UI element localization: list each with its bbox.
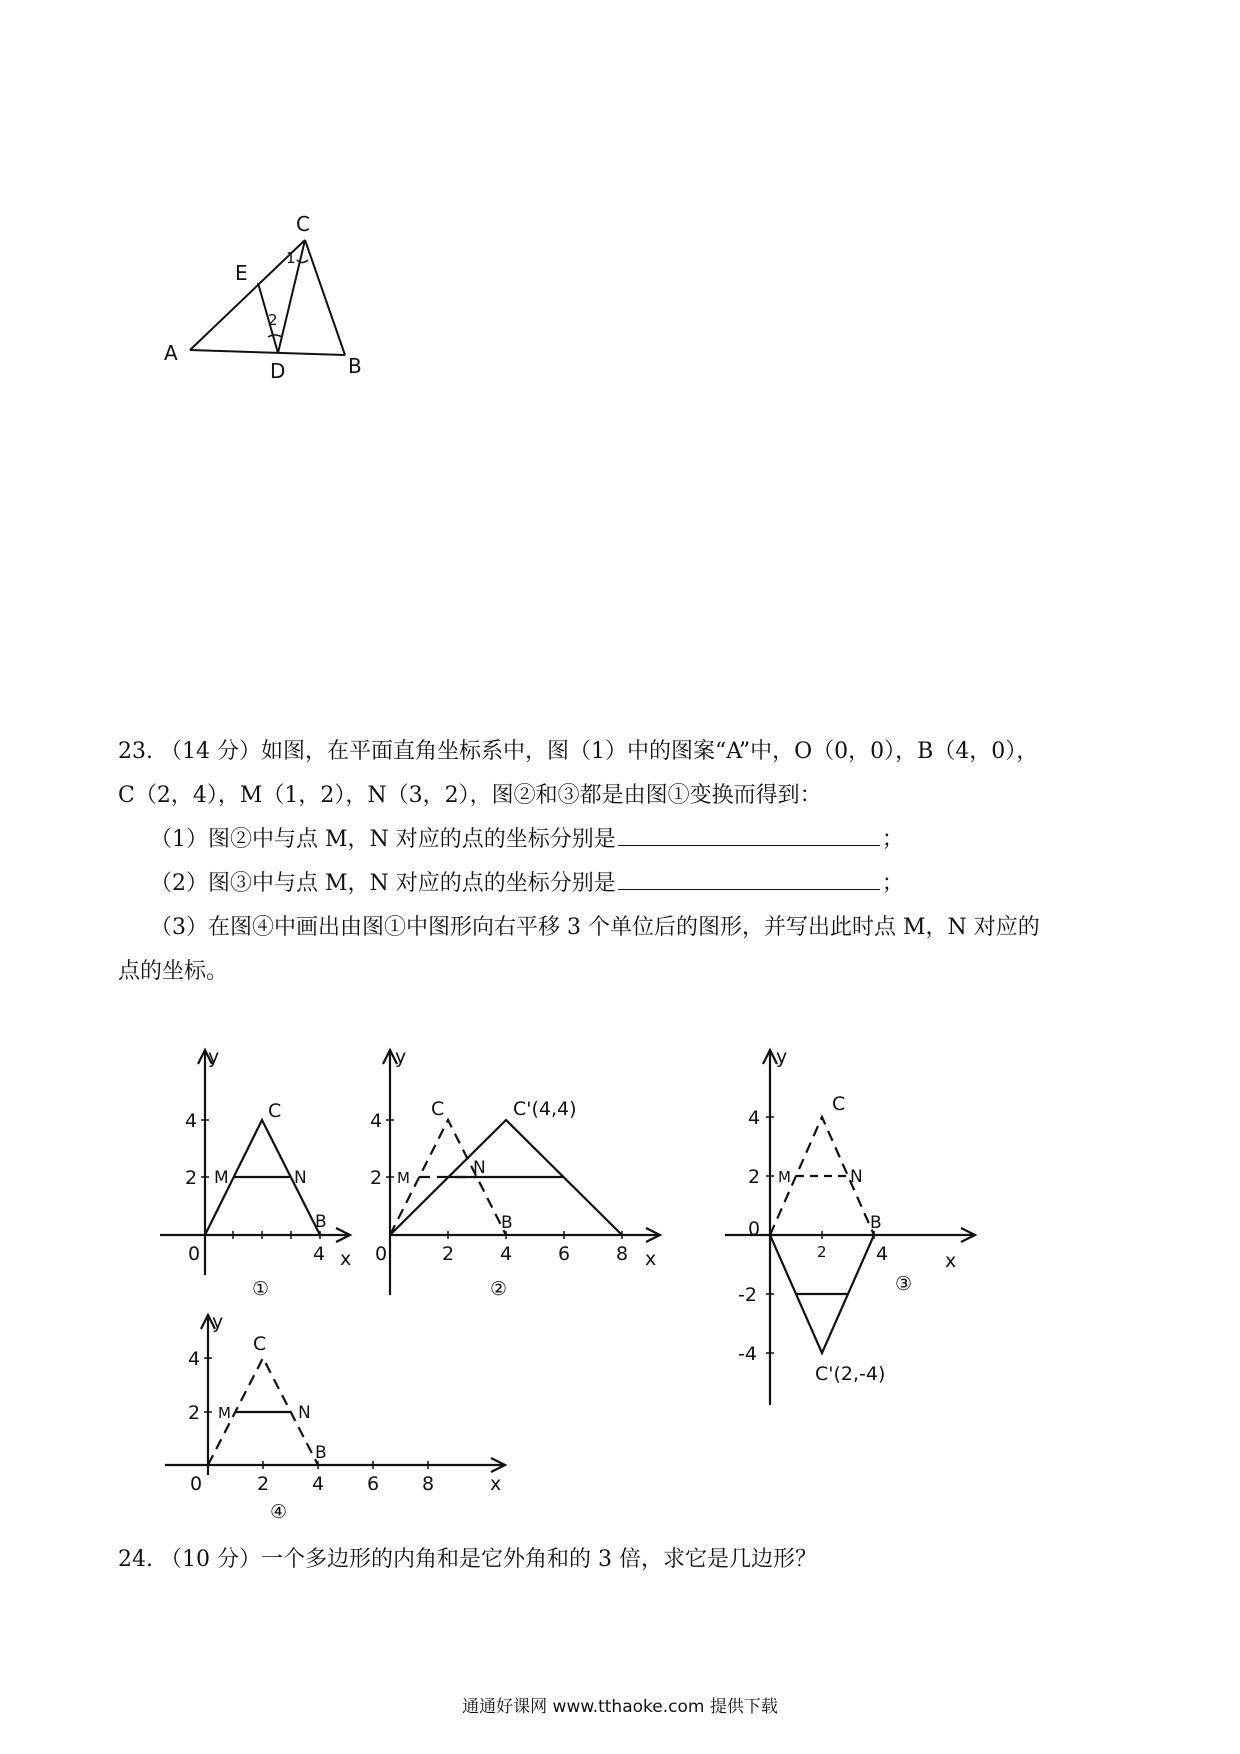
g3-x-label: x	[945, 1250, 957, 1272]
q23-part2-text: （2）图③中与点 M，N 对应的点的坐标分别是	[150, 871, 616, 896]
q23-part2-answer-blank[interactable]	[618, 867, 880, 890]
g1-y-label: y	[208, 1046, 220, 1068]
q23-part1-semicolon: ；	[881, 827, 904, 852]
graph-3	[720, 1035, 990, 1415]
g3-tick-ym4-label: -4	[738, 1343, 757, 1365]
g1-tick-4-label: 4	[313, 1243, 326, 1265]
g4-tick-y4-label: 4	[188, 1348, 201, 1370]
g2-tick-2-label: 2	[442, 1243, 455, 1265]
g2-x-label: x	[645, 1248, 657, 1270]
q23-part2	[150, 862, 904, 906]
angle-2-arc	[268, 335, 282, 337]
g3-point-c: C	[832, 1093, 846, 1115]
g2-point-c: C	[431, 1098, 445, 1120]
label-b: B	[348, 354, 362, 378]
g4-caption: ④	[270, 1501, 288, 1523]
g4-tick-2-label: 2	[257, 1473, 270, 1495]
q23-part3b: 点的坐标。	[118, 959, 229, 984]
g3-caption: ③	[895, 1273, 913, 1295]
label-a: A	[164, 341, 178, 365]
g1-point-n: N	[294, 1168, 307, 1188]
q23-line1: 23. （14 分）如图，在平面直角坐标系中，图（1）中的图案“A”中，O（0，0），B（4，0），	[118, 739, 1039, 764]
g1-point-c: C	[268, 1100, 282, 1122]
triangle-figure	[150, 205, 410, 395]
graph-2	[355, 1035, 685, 1305]
label-d: D	[270, 359, 286, 383]
q23-part2-semicolon: ；	[881, 871, 904, 896]
g2-point-c-prime: C'(4,4)	[513, 1098, 577, 1120]
g2-origin-label: 0	[375, 1243, 388, 1265]
graph-4	[150, 1300, 530, 1530]
g3-point-n: N	[850, 1167, 863, 1187]
g2-tick-8-label: 8	[616, 1243, 629, 1265]
g2-point-b: B	[501, 1213, 513, 1233]
g4-y-label: y	[212, 1311, 224, 1333]
g4-point-c: C	[253, 1333, 267, 1355]
g3-origin-label: 0	[748, 1218, 761, 1240]
g2-caption: ②	[490, 1278, 508, 1300]
g1-point-m: M	[214, 1168, 229, 1188]
label-e: E	[235, 261, 248, 285]
g1-point-b: B	[315, 1212, 327, 1232]
graph-1	[150, 1035, 360, 1305]
g3-tick-ym2-label: -2	[738, 1284, 757, 1306]
g4-point-m: M	[218, 1404, 231, 1422]
g3-tick-2-label: 2	[817, 1243, 827, 1261]
g3-tick-4-label: 4	[876, 1243, 889, 1265]
g2-y-label: y	[395, 1046, 407, 1068]
q23-part3a: （3）在图④中画出由图①中图形向右平移 3 个单位后的图形，并写出此时点 M，N 对应的	[150, 915, 1040, 940]
g4-tick-6-label: 6	[367, 1473, 380, 1495]
g4-tick-4-label: 4	[312, 1473, 325, 1495]
q23-part1	[150, 818, 904, 862]
g2-tick-y2-label: 2	[370, 1167, 383, 1189]
g1-tick-y4-label: 4	[185, 1110, 198, 1132]
g2-tick-6-label: 6	[558, 1243, 571, 1265]
g2-point-m: M	[397, 1169, 410, 1187]
label-c: C	[296, 212, 310, 236]
g1-origin-label: 0	[188, 1243, 201, 1265]
g3-y-label: y	[776, 1046, 788, 1068]
q23-part1-answer-blank[interactable]	[618, 823, 880, 846]
g4-point-n: N	[298, 1403, 311, 1423]
g4-point-b: B	[315, 1443, 327, 1463]
angle-1-arc	[297, 260, 308, 263]
q23-line2: C（2，4），M（1，2），N（3，2），图②和③都是由图①变换而得到：	[118, 783, 822, 808]
g3-point-b: B	[870, 1213, 882, 1233]
g1-caption: ①	[252, 1278, 270, 1300]
g4-tick-8-label: 8	[422, 1473, 435, 1495]
g3-tick-y2-label: 2	[748, 1166, 761, 1188]
q24-text: 24. （10 分）一个多边形的内角和是它外角和的 3 倍，求它是几边形？	[118, 1547, 817, 1572]
g2-tick-y4-label: 4	[370, 1110, 383, 1132]
page-footer: 通通好课网 www.tthaoke.com 提供下载	[462, 1697, 778, 1717]
g3-tick-y4-label: 4	[748, 1107, 761, 1129]
q23-part1-text: （1）图②中与点 M，N 对应的点的坐标分别是	[150, 827, 616, 852]
angle-2-label: 2	[268, 311, 278, 329]
segment-ab	[190, 350, 345, 355]
g1-tick-y2-label: 2	[185, 1167, 198, 1189]
segment-cb	[305, 240, 345, 355]
g4-origin-label: 0	[190, 1473, 203, 1495]
g3-point-c-prime: C'(2,-4)	[815, 1363, 886, 1385]
g4-x-label: x	[490, 1473, 502, 1495]
g3-point-m: M	[778, 1168, 791, 1186]
angle-1-label: 1	[286, 249, 296, 267]
g2-point-n: N	[473, 1158, 486, 1178]
g4-tick-y2-label: 2	[188, 1402, 201, 1424]
g2-tick-4-label: 4	[500, 1243, 513, 1265]
g1-x-label: x	[340, 1248, 352, 1270]
